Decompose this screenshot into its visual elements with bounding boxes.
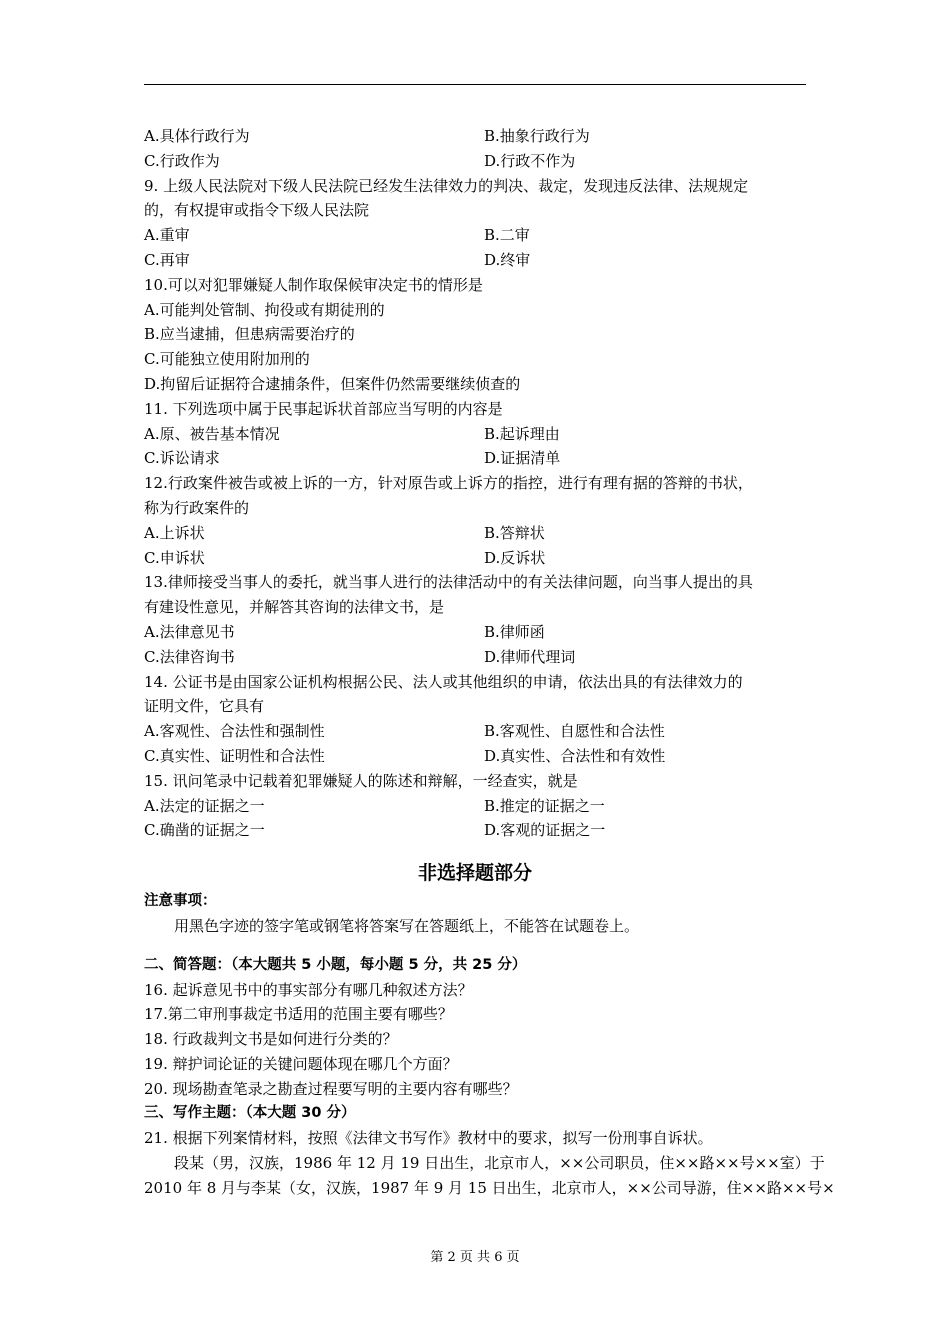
option-d: D.行政不作为 bbox=[484, 151, 576, 170]
option-b: B.二审 bbox=[484, 226, 530, 245]
option-b: B.推定的证据之一 bbox=[484, 796, 605, 815]
q9-stem-1: 9. 上级人民法院对下级人民法院已经发生法律效力的判决、裁定，发现违反法律、法规规定 bbox=[144, 176, 749, 195]
option-d: D.拘留后证据符合逮捕条件，但案件仍然需要继续侦查的 bbox=[144, 374, 521, 393]
q14-stem-2: 证明文件，它具有 bbox=[144, 697, 265, 716]
option-a: A.原、被告基本情况 bbox=[144, 424, 280, 443]
option-d: D.终审 bbox=[484, 250, 531, 269]
q13-stem-2: 有建设性意见，并解答其咨询的法律文书，是 bbox=[144, 598, 445, 617]
q14-options-row-2 bbox=[144, 744, 806, 769]
section2-heading: 二、简答题：（本大题共 5 小题，每小题 5 分，共 25 分） bbox=[144, 956, 527, 973]
q11-stem: 11. 下列选项中属于民事起诉状首部应当写明的内容是 bbox=[144, 399, 503, 418]
option-c: C.真实性、证明性和合法性 bbox=[144, 746, 325, 765]
option-a: A.法定的证据之一 bbox=[144, 796, 265, 815]
spacer bbox=[144, 939, 806, 953]
option-c: C.诉讼请求 bbox=[144, 449, 220, 468]
q12-stem-2: 称为行政案件的 bbox=[144, 498, 250, 517]
q16: 16. 起诉意见书中的事实部分有哪几种叙述方法？ bbox=[144, 980, 473, 999]
option-d: D.律师代理词 bbox=[484, 647, 576, 666]
q9-options-row-1 bbox=[144, 223, 806, 248]
q11-options-row-1 bbox=[144, 422, 806, 447]
exam-content bbox=[144, 124, 835, 1201]
option-d: D.真实性、合法性和有效性 bbox=[484, 746, 666, 765]
option-b: B.客观性、自愿性和合法性 bbox=[484, 722, 665, 741]
option-a: A.客观性、合法性和强制性 bbox=[144, 722, 325, 741]
section3-heading: 三、写作主题：（本大题 30 分） bbox=[144, 1105, 356, 1122]
option-a: A.重审 bbox=[144, 226, 190, 245]
q8-options-row-1 bbox=[144, 124, 806, 149]
option-a: A.可能判处管制、拘役或有期徒刑的 bbox=[144, 300, 385, 319]
option-c: C.行政作为 bbox=[144, 151, 220, 170]
option-d: D.客观的证据之一 bbox=[484, 821, 606, 840]
q17: 17.第二审刑事裁定书适用的范围主要有哪些？ bbox=[144, 1005, 453, 1024]
option-b: B.抽象行政行为 bbox=[484, 127, 590, 145]
option-d: D.证据清单 bbox=[484, 449, 561, 468]
q8-options-row-2 bbox=[144, 149, 806, 174]
case-text-2: 2010 年 8 月与李某（女，汉族，1987 年 9 月 15 日出生，北京市人，××公司导游，住××路××号× bbox=[144, 1178, 835, 1197]
q12-stem-1: 12.行政案件被告或被上诉的一方，针对原告或上诉方的指控，进行有理有据的答辩的书状， bbox=[144, 474, 753, 493]
option-a: A.上诉状 bbox=[144, 523, 205, 542]
option-c: C.可能独立使用附加刑的 bbox=[144, 350, 310, 369]
q20: 20. 现场勘查笔录之勘查过程要写明的主要内容有哪些？ bbox=[144, 1079, 518, 1098]
option-c: C.确凿的证据之一 bbox=[144, 821, 265, 840]
option-c: C.法律咨询书 bbox=[144, 647, 235, 666]
q9-stem-2: 的，有权提审或指令下级人民法院 bbox=[144, 201, 370, 220]
q12-options-row-1 bbox=[144, 521, 806, 546]
notice-label: 注意事项： bbox=[144, 893, 217, 910]
option-c: C.再审 bbox=[144, 250, 190, 269]
header-rule bbox=[144, 84, 806, 85]
q21-stem: 21. 根据下列案情材料，按照《法律文书写作》教材中的要求，拟写一份刑事自诉状。 bbox=[144, 1129, 713, 1148]
option-a: A.具体行政行为 bbox=[144, 127, 250, 145]
option-d: D.反诉状 bbox=[484, 548, 546, 567]
q14-stem-1: 14. 公证书是由国家公证机构根据公民、法人或其他组织的申请，依法出具的有法律效力的 bbox=[144, 672, 743, 691]
q15-options-row-1 bbox=[144, 794, 806, 819]
option-b: B.律师函 bbox=[484, 622, 545, 641]
q13-options-row-1 bbox=[144, 620, 806, 645]
q12-options-row-2 bbox=[144, 546, 806, 571]
q14-options-row-1 bbox=[144, 719, 806, 744]
q11-options-row-2 bbox=[144, 446, 806, 471]
option-b: B.答辩状 bbox=[484, 523, 545, 542]
option-b: B.起诉理由 bbox=[484, 424, 560, 443]
option-a: A.法律意见书 bbox=[144, 622, 235, 641]
q15-options-row-2 bbox=[144, 818, 806, 843]
q13-options-row-2 bbox=[144, 645, 806, 670]
q13-stem-1: 13.律师接受当事人的委托，就当事人进行的法律活动中的有关法律问题，向当事人提出的具 bbox=[144, 573, 753, 592]
option-c: C.申诉状 bbox=[144, 548, 205, 567]
q15-stem: 15. 讯问笔录中记载着犯罪嫌疑人的陈述和辩解，一经查实，就是 bbox=[144, 771, 578, 790]
q19: 19. 辩护词论证的关键问题体现在哪几个方面？ bbox=[144, 1054, 458, 1073]
non-choice-title: 非选择题部分 bbox=[417, 862, 532, 885]
q9-options-row-2 bbox=[144, 248, 806, 273]
case-text-1: 段某（男，汉族，1986 年 12 月 19 日出生，北京市人，××公司职员，住××路××号××室）于 bbox=[174, 1154, 825, 1173]
notice-text: 用黑色字迹的签字笔或钢笔将答案写在答题纸上，不能答在试题卷上。 bbox=[174, 916, 640, 935]
page-footer: 第 2 页 共 6 页 bbox=[430, 1250, 520, 1265]
q10-stem: 10.可以对犯罪嫌疑人制作取保候审决定书的情形是 bbox=[144, 275, 483, 294]
option-b: B.应当逮捕，但患病需要治疗的 bbox=[144, 325, 355, 344]
q18: 18. 行政裁判文书是如何进行分类的？ bbox=[144, 1030, 398, 1049]
